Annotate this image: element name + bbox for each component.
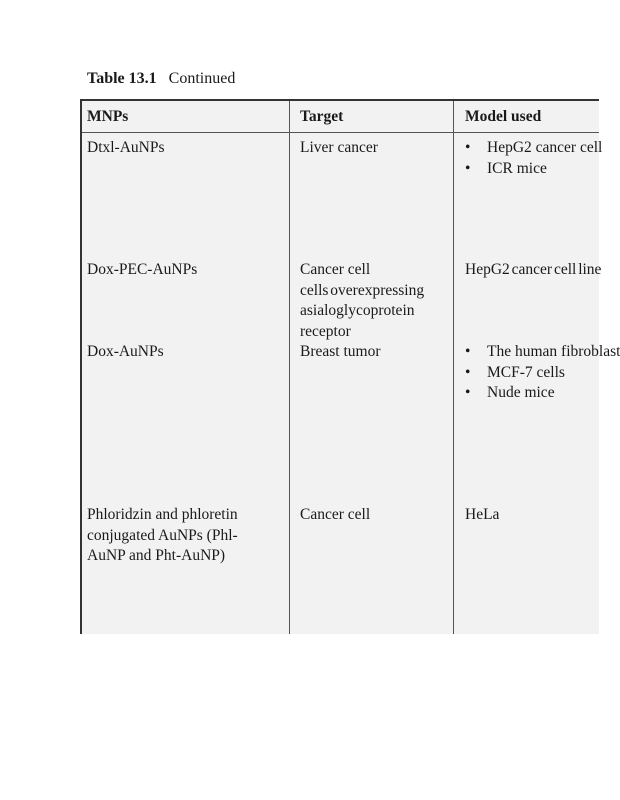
header-rule	[82, 132, 599, 133]
row2-model: HepG2 cancer cell line	[465, 261, 602, 278]
row2-target-line: cells overexpressing	[300, 281, 425, 299]
row2-target-line: Cancer cell	[300, 261, 371, 278]
row1-model-item: • HepG2 cancer cell	[463, 138, 602, 159]
header-model-used: Model used	[465, 108, 542, 125]
row3-model-item: • The human fibroblast	[463, 342, 620, 363]
row1-mnps: Dtxl-AuNPs	[87, 139, 165, 156]
row3-target: Breast tumor	[300, 343, 381, 360]
row2-target-line: asialoglycoprotein	[300, 302, 415, 319]
row4-target: Cancer cell	[300, 506, 371, 523]
row3-model-list	[463, 342, 620, 404]
data-table	[80, 99, 620, 634]
column-divider-1	[289, 101, 290, 634]
row4-mnps-line: AuNP and Pht-AuNP)	[87, 547, 226, 564]
row3-model-item: • MCF-7 cells	[463, 363, 620, 384]
row2-mnps: Dox-PEC-AuNPs	[87, 261, 198, 278]
table-caption	[87, 69, 235, 89]
header-mnps: MNPs	[87, 108, 129, 125]
row4-mnps-line: Phloridzin and phloretin	[87, 506, 238, 523]
row1-model-item: • ICR mice	[463, 159, 602, 180]
table-caption-text: Continued	[168, 70, 236, 87]
row2-target-line: receptor	[300, 322, 351, 340]
table-caption-label: Table 13.1	[87, 70, 157, 87]
row1-target: Liver cancer	[300, 139, 378, 156]
row4-mnps-line: conjugated AuNPs (Phl-	[87, 526, 238, 544]
column-divider-2	[453, 101, 454, 634]
row3-mnps: Dox-AuNPs	[87, 343, 164, 360]
header-target: Target	[300, 108, 344, 125]
row1-model-list	[463, 138, 602, 179]
row4-model: HeLa	[465, 506, 500, 523]
row3-model-item: • Nude mice	[463, 383, 620, 404]
